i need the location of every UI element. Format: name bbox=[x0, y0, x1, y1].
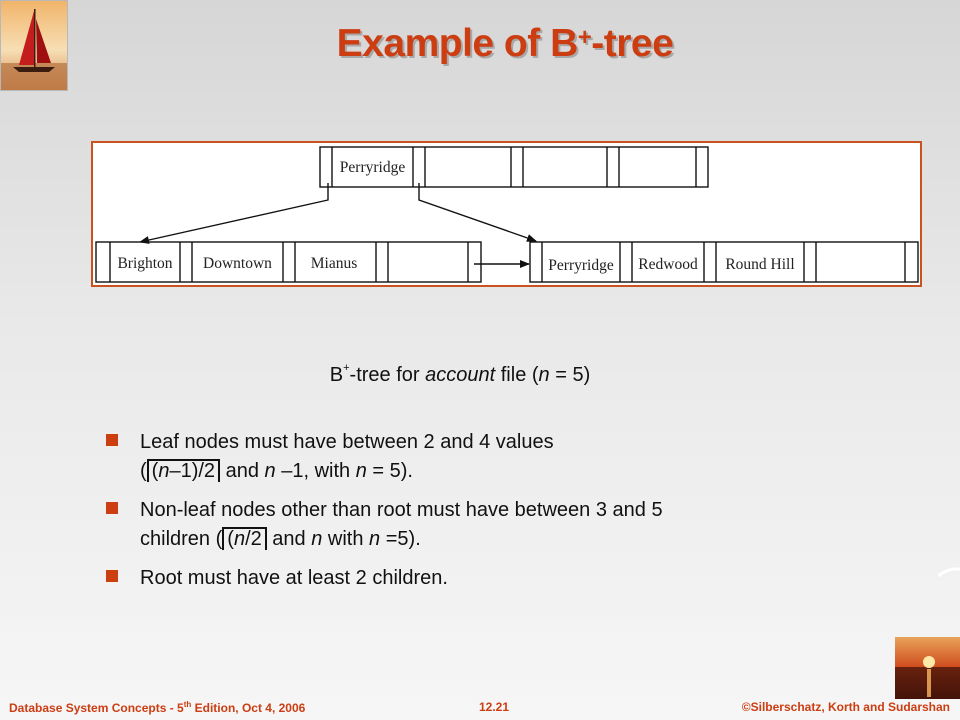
slide-title bbox=[0, 22, 960, 66]
bullet2-prefix: children ( bbox=[140, 528, 223, 550]
bullet1-ceil-rest: –1)/2 bbox=[169, 460, 216, 482]
footer-left-sup: th bbox=[183, 700, 192, 709]
bullet1-ceil-n: n bbox=[158, 460, 170, 482]
bullet-square-icon bbox=[106, 434, 118, 446]
leaf2-key-3: Round Hill bbox=[725, 256, 795, 273]
bullet1-tail-n2: n bbox=[355, 460, 367, 482]
footer-left-prefix: Database System Concepts - 5 bbox=[9, 701, 184, 715]
caption-sup: + bbox=[343, 362, 350, 375]
title-main: Example of B bbox=[336, 22, 578, 65]
caption-prefix: B bbox=[329, 364, 344, 386]
figure-caption bbox=[0, 364, 920, 387]
bullet2-line1: Non-leaf nodes other than root must have between 3 and 5 bbox=[140, 499, 663, 521]
caption-n: n bbox=[538, 364, 550, 386]
bullet-item-leaf-nodes bbox=[106, 428, 866, 486]
bplus-tree-figure bbox=[91, 141, 922, 287]
bullet-square-icon bbox=[106, 502, 118, 514]
footer-book-info bbox=[9, 700, 305, 715]
bullet1-line1: Leaf nodes must have between 2 and 4 values bbox=[140, 431, 554, 453]
bullet1-tail3: = 5). bbox=[366, 460, 413, 482]
bullet3-line1: Root must have at least 2 children. bbox=[140, 567, 448, 589]
bullet1-tail2: –1, with bbox=[275, 460, 356, 482]
footer-copyright: ©Silberschatz, Korth and Sudarshan bbox=[741, 700, 950, 714]
bullet2-tail1: and bbox=[266, 528, 312, 550]
leaf2-key-1: Perryridge bbox=[548, 257, 614, 274]
leaf1-key-3: Mianus bbox=[310, 255, 358, 272]
root-pointer-2 bbox=[419, 183, 536, 241]
caption-suffix: = 5) bbox=[549, 364, 591, 386]
bullet1-tail-n1: n bbox=[264, 460, 276, 482]
bullet2-tail2: with bbox=[322, 528, 370, 550]
root-pointer-1 bbox=[140, 183, 328, 242]
title-rest: -tree bbox=[591, 22, 674, 65]
bullet2-ceil-n: n bbox=[233, 528, 246, 550]
leaf1-key-1: Brighton bbox=[117, 255, 173, 272]
caption-mid2: file ( bbox=[495, 364, 539, 386]
bullet2-tail-n2: n bbox=[369, 528, 381, 550]
bullet-item-nonleaf-nodes bbox=[106, 496, 866, 554]
ceiling-bracket: (n/2 bbox=[222, 527, 266, 550]
bullet-list bbox=[106, 428, 866, 603]
root-key-1: Perryridge bbox=[339, 159, 406, 176]
footer-page-number: 12.21 bbox=[479, 700, 510, 714]
bullet2-tail3: =5). bbox=[380, 528, 421, 550]
ceiling-bracket: (n–1)/2 bbox=[147, 459, 220, 482]
leaf2-key-2: Redwood bbox=[638, 256, 698, 273]
leaf1-key-2: Downtown bbox=[203, 255, 272, 272]
bplus-tree-diagram bbox=[93, 143, 920, 285]
bullet-item-root bbox=[106, 564, 866, 593]
caption-mid: -tree for bbox=[349, 364, 426, 386]
caption-account: account bbox=[425, 364, 496, 386]
footer-left-suffix: Edition, Oct 4, 2006 bbox=[191, 701, 306, 715]
sunset-logo-icon bbox=[895, 637, 960, 699]
bullet1-paren: ( bbox=[140, 460, 147, 482]
decorative-curve bbox=[938, 566, 960, 580]
bullet-square-icon bbox=[106, 570, 118, 582]
bullet1-tail1: and bbox=[220, 460, 265, 482]
title-sup: + bbox=[577, 24, 592, 51]
bullet2-ceil-rest: /2 bbox=[245, 528, 262, 550]
bullet2-tail-n1: n bbox=[311, 528, 323, 550]
